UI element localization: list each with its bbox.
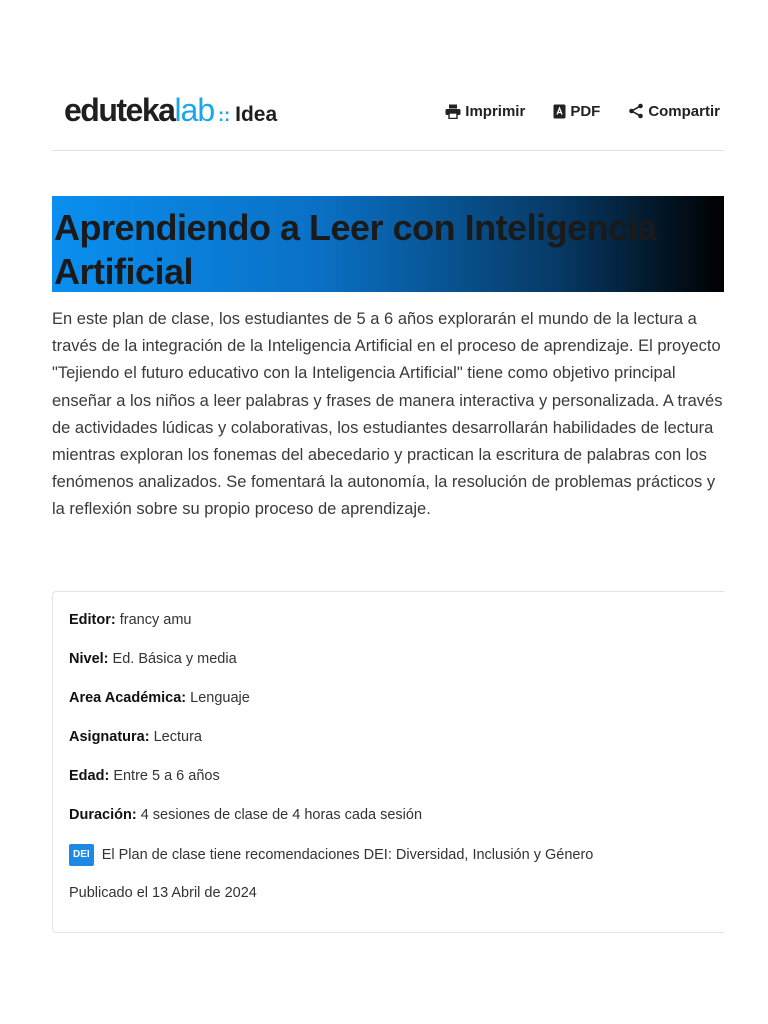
- info-row-editor: [69, 610, 708, 649]
- info-row-asignatura: [69, 727, 708, 766]
- info-row-area: [69, 688, 708, 727]
- asignatura-label: Asignatura:: [69, 729, 150, 745]
- share-icon: [628, 103, 644, 119]
- dei-badge: DEI: [69, 844, 94, 866]
- nivel-label: Nivel:: [69, 651, 109, 667]
- share-label: Compartir: [648, 102, 720, 120]
- editor-label: Editor:: [69, 612, 116, 628]
- print-icon: [445, 104, 461, 119]
- logo-wordmark-eduteka: eduteka: [64, 91, 175, 128]
- published-date: Publicado el 13 Abril de 2024: [69, 885, 257, 901]
- print-button[interactable]: [445, 103, 525, 120]
- edad-value: Entre 5 a 6 años: [113, 768, 220, 784]
- print-label: Imprimir: [465, 102, 526, 120]
- info-row-dei: [69, 844, 708, 883]
- area-label: Area Académica:: [69, 690, 187, 706]
- info-row-edad: [69, 766, 708, 805]
- area-value: Lenguaje: [190, 690, 250, 706]
- pdf-icon: [553, 104, 566, 119]
- info-row-nivel: [69, 649, 708, 688]
- dei-text: El Plan de clase tiene recomendaciones DEI: Diversidad, Inclusión y Género: [101, 847, 594, 863]
- lesson-info-card: [52, 591, 724, 933]
- asignatura-value: Lectura: [153, 729, 202, 745]
- site-header: [52, 78, 724, 151]
- editor-value: francy amu: [119, 612, 192, 628]
- header-actions: [445, 103, 720, 120]
- page-title: Aprendiendo a Leer con Inteligencia Artificial: [54, 207, 657, 292]
- duracion-label: Duración:: [69, 807, 137, 823]
- lesson-description: En este plan de clase, los estudiantes de 5 a 6 años explorarán el mundo de la lectura a través de la integración de la Inteligencia Artificial en el proceso de aprendizaje. El proyecto "Tejiendo el futuro educativo con la Inteligencia Artificial" tiene como objetivo principal enseñar a los niños a leer palabras y frases de manera interactiva y personalizada. A través de actividades lúdicas y colaborativas, los estudiantes desarrollarán habilidades de lectura mientras exploran los fonemas del abecedario y practican la escritura de palabras con los fenómenos analizados. Se fomentará la autonomía, la resolución de problemas prácticos y la reflexión sobre su propio proceso de aprendizaje.: [52, 310, 723, 519]
- duracion-value: 4 sesiones de clase de 4 horas cada sesión: [140, 807, 423, 823]
- share-button[interactable]: [628, 103, 720, 120]
- title-banner: [52, 196, 724, 292]
- logo-wordmark-lab: lab: [174, 91, 215, 128]
- logo-separator: ::: [218, 104, 231, 125]
- logo-section-idea: Idea: [235, 102, 278, 126]
- info-row-published: [69, 883, 708, 922]
- eduteka-lab-logo[interactable]: [64, 92, 277, 129]
- info-row-duracion: [69, 805, 708, 844]
- pdf-label: PDF: [570, 102, 601, 120]
- pdf-button[interactable]: [553, 103, 600, 120]
- nivel-value: Ed. Básica y media: [112, 651, 237, 667]
- edad-label: Edad:: [69, 768, 110, 784]
